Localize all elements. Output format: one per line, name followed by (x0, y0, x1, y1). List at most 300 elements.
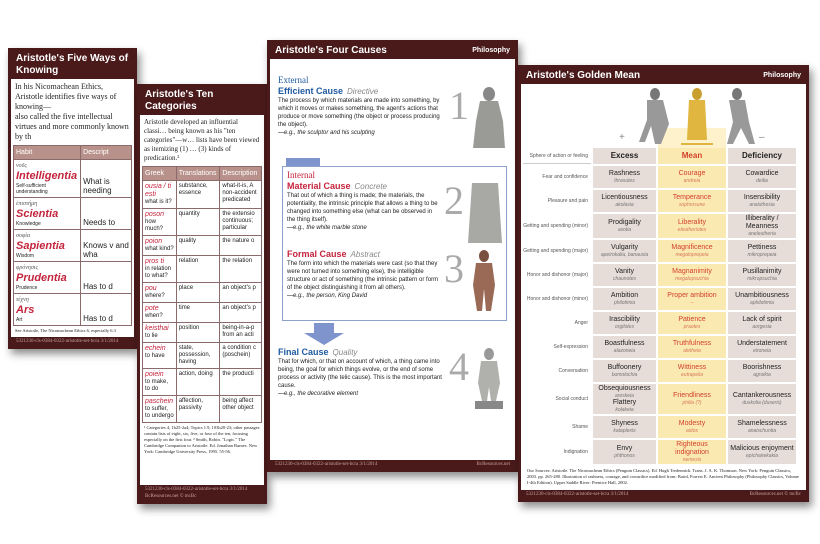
vice-name: Irascibility (609, 316, 640, 323)
excess-cell (593, 264, 656, 286)
cause-4 (278, 347, 445, 398)
mean-cell (658, 190, 726, 212)
greek-term: keisthai (145, 325, 169, 332)
mean-cell (658, 440, 726, 464)
greek-term: alazoneia (613, 348, 636, 354)
greek-term: poson (145, 211, 165, 218)
question: what kind? (145, 246, 174, 252)
virtue-name: Magnanimity (672, 268, 712, 275)
table-row (143, 209, 262, 236)
greek-term: aletheia (683, 348, 701, 354)
excess-cell (593, 384, 656, 414)
cause-section-1 (278, 83, 507, 150)
greek-term: agroikia (753, 372, 771, 378)
description-cell: the producti (220, 369, 262, 396)
footer-code: 5321230-cls-0384-0322-aristotle-set-bcra 3/1/2014 (526, 492, 629, 497)
greek-term: phthonos (614, 453, 635, 459)
description-cell: Knows v and wha (81, 230, 132, 262)
mean-cell (658, 416, 726, 438)
translation-cell: quantity (176, 209, 220, 236)
header-excess: Excess (593, 148, 656, 164)
cause-name: Efficient Cause (278, 86, 344, 96)
greek-term: asotia (617, 227, 632, 233)
excess-cell (593, 360, 656, 382)
table-row (143, 369, 262, 396)
greek-term: aorgesia (752, 324, 772, 330)
vice-name: Illiberality / Meanness (745, 215, 779, 230)
greek-cell (143, 283, 177, 303)
english-term: Knowledge (16, 221, 41, 227)
table-row (14, 230, 132, 262)
internal-box (282, 166, 507, 321)
excess-cell (593, 416, 656, 438)
sphere-label: Pleasure and pain (547, 198, 588, 204)
habit-cell (14, 230, 81, 262)
sphere-label: Honor and dishonor (major) (526, 272, 588, 278)
greek-term: bomolochia (611, 372, 638, 378)
greek-term: eironeia (753, 348, 771, 354)
vice-name: Vanity (615, 268, 634, 275)
five-ways-sheet (8, 48, 137, 349)
english-term: Prudence (16, 285, 38, 291)
mean-cell (658, 264, 726, 286)
virtue-name: Courage (678, 170, 706, 177)
question: when? (145, 313, 163, 319)
greek-term: sophrosune (678, 202, 706, 208)
mean-cell (658, 312, 726, 334)
greek-cell (143, 209, 177, 236)
four-causes-sheet (267, 40, 518, 472)
greek-term: τέχνη (16, 297, 29, 303)
greek-term: philia (?) (682, 400, 702, 406)
table-row (143, 283, 262, 303)
virtue-name: Truthfulness (672, 340, 712, 347)
golden-mean-sheet (518, 65, 809, 502)
vice-name: Licentiousness (601, 194, 648, 201)
sheet-title: Aristotle's Five Ways of Knowing (16, 53, 129, 76)
sphere-label: Indignation (563, 449, 588, 455)
illustration-area (521, 84, 806, 148)
virtue-name: Magnificence (671, 244, 713, 251)
sheet-header (521, 68, 806, 84)
cause-mode: Quality (332, 348, 358, 357)
habit-cell (14, 262, 81, 294)
excess-cell (593, 240, 656, 262)
sheet-footer (11, 337, 134, 346)
greek-term: anaisthesia (749, 202, 775, 208)
virtue-name: Patience (678, 316, 706, 323)
sphere-label: Honor and dishonor (minor) (526, 296, 588, 302)
header-description: Descript (81, 146, 132, 160)
sheet-footer (140, 485, 264, 501)
vice-name: Flattery (612, 399, 637, 406)
cause-name: Formal Cause (287, 249, 347, 259)
marble-block-image (466, 181, 502, 245)
virtue-name: Friendliness (673, 392, 711, 399)
table-row (143, 343, 262, 369)
english-term: Art (16, 317, 23, 323)
virtue-name: Wittiness (677, 364, 707, 371)
translation-cell: time (176, 303, 220, 323)
greek-cell (143, 369, 177, 396)
description-cell: the extensio continuous; particular (220, 209, 262, 236)
figures-illustration (637, 86, 757, 148)
latin-term: Scientia (16, 208, 59, 220)
mean-cell (658, 384, 726, 414)
vice-name: Buffoonery (607, 364, 642, 371)
question: where? (145, 293, 165, 299)
cause-example: —e.g., the white marble stone (287, 225, 367, 231)
translation-cell: substance, essence (176, 181, 220, 209)
cause-description: The process by which materials are made into something, by which it moves or makes something, the agent's actions that produce or move something (the object or process producing the object). (278, 98, 440, 128)
sphere-label: Self-expression (553, 344, 588, 350)
five-ways-table (13, 145, 132, 326)
statue-image (471, 86, 507, 150)
translation-cell: state, possession, having (176, 343, 220, 369)
greek-term: deilia (756, 178, 768, 184)
cause-2 (287, 181, 440, 232)
sphere-label: Shame (572, 424, 588, 430)
sphere-label: Getting and spending (major) (523, 248, 588, 254)
sheet-header (11, 51, 134, 79)
deficiency-cell (728, 360, 796, 382)
sheet-title: Aristotle's Golden Mean (526, 70, 641, 81)
cause-name: Material Cause (287, 181, 351, 191)
greek-term: ἐπιστήμη (16, 201, 38, 207)
greek-cell (143, 181, 177, 209)
question: to lie (145, 333, 158, 339)
cause-example: —e.g., the sculptor and his sculpting (278, 130, 375, 136)
cause-side (444, 178, 502, 245)
description-cell: being-in-a-p from an acti (220, 323, 262, 343)
latin-term: Prudentia (16, 272, 67, 284)
cause-example: —e.g., the decorative element (278, 391, 359, 397)
vice-name: Shamelessness (737, 420, 787, 427)
table-row (143, 396, 262, 423)
vice-name: Boorishness (742, 364, 782, 371)
table-row (14, 262, 132, 294)
cause-side (444, 246, 502, 313)
mean-cell (658, 336, 726, 358)
greek-cell (143, 256, 177, 283)
vice-name: Rashness (608, 170, 641, 177)
internal-label: Internal (287, 170, 315, 180)
vice-name: Obsequiousness (598, 385, 651, 392)
footer-brand: BcResources.net © mcBc (749, 492, 801, 497)
table-row (14, 294, 132, 326)
cause-number: 1 (449, 83, 469, 128)
virtue-name: Temperance (672, 194, 712, 201)
cause-description: That for which, or that on account of which, a thing came into being, the goal for which things evolve, or the end of some process or activity (the telic cause). This is the most important cause. (278, 359, 442, 389)
description-cell: being affect other object (220, 396, 262, 423)
greek-cell (143, 236, 177, 256)
table-row (143, 303, 262, 323)
header-description: Description (220, 167, 262, 181)
greek-term: pote (145, 305, 159, 312)
footer-code: 5321230-cls-0384-0322-aristotle-set-bcra 3/1/2014 (16, 339, 119, 344)
vice-name: Cantankerousness (732, 392, 792, 399)
greek-term: duskolia (duseris) (742, 400, 782, 406)
greek-term: chaunotes (612, 276, 637, 282)
intro-line: In his Nicomachean Ethics, Aristotle identifies five ways of knowing— (15, 82, 117, 111)
vice-name: Vulgarity (611, 244, 638, 251)
intro-text (11, 79, 134, 145)
vice-name: Shyness (611, 420, 638, 427)
greek-term: σοφία (16, 233, 31, 239)
greek-term: mikroprepeia (747, 252, 777, 258)
vice-name: Ambition (610, 292, 639, 299)
external-label: External (278, 75, 309, 85)
mean-cell (658, 214, 726, 238)
english-term: Wisdom (16, 253, 35, 259)
table-row (143, 323, 262, 343)
greek-term: kolakeia (615, 407, 634, 413)
plus-sign: + (619, 132, 625, 143)
excess-cell (593, 336, 656, 358)
greek-term: anaischuntia (747, 428, 777, 434)
greek-cell (143, 323, 177, 343)
question: to make, to do (145, 379, 169, 392)
greek-term: megaloprepeia (675, 252, 709, 258)
sheet-category: Philosophy (472, 47, 510, 54)
header-mean: Mean (658, 148, 726, 164)
description-cell: Has to d (81, 294, 132, 326)
cause-side (449, 83, 507, 150)
greek-term: philotimia (613, 300, 636, 306)
intro-text: Aristotle developed an influential classi… being known as his "ten categories"—w… lists have been viewed as itemizing (1) … (3) kinds of predication.² (144, 118, 260, 162)
description-cell: Has to d (81, 262, 132, 294)
question: to have (145, 353, 165, 359)
table-row (14, 160, 132, 198)
internal-tab (286, 158, 320, 166)
vice-name: Pusillanimity (742, 268, 782, 275)
header-translations: Translations (176, 167, 220, 181)
greek-term: aidos (686, 428, 698, 434)
translation-cell: action, doing (176, 369, 220, 396)
deficiency-cell (728, 240, 796, 262)
footer-code: 5321230-cls-0384-0322-aristotle-set-bcra 3/1/2014 (145, 487, 248, 492)
deficiency-cell (728, 288, 796, 310)
question: to suffer, to undergo (145, 406, 174, 419)
cause-side (449, 344, 507, 411)
cause-mode: Concrete (354, 182, 387, 191)
greek-term: megalopsuchia (675, 276, 709, 282)
habit-cell (14, 198, 81, 230)
sources-citation: Our Sources: Aristotle. The Nicomachean Ethics (Penguin Classics). Ed. Hugh Tredennick. Trans. J. A. K. Thomson. New York: Penguin Classics, 2003. pp. 265-280. Illustration of rashness, courage, and cowardice modified from: Baird, Forrest E. Ancient Philosophy (Philosophy Classics, Volume I-4th Edition). Upper Saddle River: Prentice Hall, 2002. (527, 468, 800, 485)
footer-brand: BcResources.net (476, 462, 510, 467)
sheet-title: Aristotle's Four Causes (275, 45, 387, 56)
vice-name: Unambitiousness (735, 292, 789, 299)
mean-cell (658, 288, 726, 310)
vice-name: Pettiness (747, 244, 777, 251)
cause-description: The form into which the materials were cast (so that they were not turned into something else), the intelligible structure or act of something (the intrinsic pattern or form of the object distinguishing it from all others). (287, 261, 439, 291)
cause-number: 4 (449, 344, 469, 389)
sheet-header (140, 87, 264, 115)
greek-term: mikropsuchia (747, 276, 777, 282)
question: what is it? (145, 199, 172, 205)
sphere-label: Getting and spending (minor) (523, 223, 588, 229)
latin-term: Intelligentia (16, 170, 78, 182)
virtue-name: Liberality (677, 219, 706, 226)
question: how much? (145, 219, 164, 232)
greek-term: aphilotimia (750, 300, 774, 306)
statue-image (466, 249, 502, 313)
ten-categories-sheet (137, 84, 267, 504)
greek-term: eutrapelia (681, 372, 703, 378)
vice-name: Understatement (737, 340, 787, 347)
vice-name: Lack of spirit (742, 316, 782, 323)
mean-cell (658, 240, 726, 262)
vice-name: Insensibility (743, 194, 781, 201)
cause-mode: Directive (347, 87, 379, 96)
greek-term: νοῦς (16, 163, 27, 169)
greek-term: andreia (683, 178, 701, 184)
greek-term: pros ti (145, 258, 165, 265)
cause-mode: Abstract (350, 250, 380, 259)
table-row (143, 181, 262, 209)
footnote: ¹ Categories 4, 1b25-2a4; Topics 1.9, 103b20-23; other passages contain lists of eight, six, five, or four of the ten, focusing especially on the first four. ² Smith, Robin. "Logic." The Cambridge Companion to Aristotle. Ed. Jonathan Barnes. New York: Cambridge University Press, 1995. 55-56. (144, 425, 260, 454)
table-row (14, 198, 132, 230)
sheet-title: Aristotle's Ten Categories (145, 89, 214, 112)
sphere-label: Fear and confidence (542, 174, 588, 180)
greek-term: areskeia (615, 393, 634, 399)
greek-cell (143, 303, 177, 323)
cause-title (278, 86, 445, 97)
excess-cell (593, 166, 656, 188)
sheet-footer (521, 490, 806, 499)
description-cell: what-it-is, A non-accident predicated (220, 181, 262, 209)
latin-term: Ars (16, 304, 35, 316)
cause-number: 3 (444, 246, 464, 291)
golden-mean-table (521, 148, 806, 464)
deficiency-cell (728, 190, 796, 212)
description-cell: Needs to (81, 198, 132, 230)
greek-term: epichairekakia (746, 453, 778, 459)
excess-cell (593, 288, 656, 310)
deficiency-cell (728, 416, 796, 438)
deficiency-cell (728, 384, 796, 414)
virtue-name: Modesty (678, 420, 706, 427)
greek-term: praotes (683, 324, 701, 330)
greek-term: kataplexis (613, 428, 636, 434)
excess-cell (593, 312, 656, 334)
mean-cell (658, 166, 726, 188)
sheet-header (270, 43, 515, 59)
table-row (143, 256, 262, 283)
cause-name: Final Cause (278, 347, 329, 357)
greek-term: pou (145, 285, 157, 292)
vice-name: Prodigality (608, 219, 641, 226)
translation-cell: affection, passivity (176, 396, 220, 423)
table-row (143, 236, 262, 256)
description-cell: the relation (220, 256, 262, 283)
vice-name: Boastfulness (604, 340, 645, 347)
cause-example: —e.g., the person, King David (287, 293, 368, 299)
intro-line: also called the five intellectual virtues and more commonly known by th (15, 112, 129, 141)
cause-3 (287, 249, 440, 300)
description-cell: an object's p (220, 303, 262, 323)
cause-section-2 (287, 178, 502, 245)
cause-title (287, 249, 440, 260)
sphere-label: Conversation (558, 368, 588, 374)
greek-term: – (690, 300, 694, 306)
cause-section-3 (287, 246, 502, 313)
translation-cell: quality (176, 236, 220, 256)
mean-cell (658, 360, 726, 382)
habit-cell (14, 160, 81, 198)
sphere-label: Anger (574, 320, 588, 326)
translation-cell: relation (176, 256, 220, 283)
habit-cell (14, 294, 81, 326)
english-term: Self-sufficient understanding (16, 183, 48, 195)
vice-name: Envy (616, 445, 633, 452)
greek-term: eleutheriotes (677, 227, 707, 233)
deficiency-cell (728, 336, 796, 358)
cause-1 (278, 86, 445, 137)
virtue-name: Proper ambition (667, 292, 717, 299)
note: See Aristotle, The Nicomachean Ethics 6, especially 6.3 (15, 328, 116, 333)
translation-cell: position (176, 323, 220, 343)
excess-cell (593, 440, 656, 464)
greek-term: poion (145, 238, 163, 245)
greek-term: akolasia (615, 202, 634, 208)
virtue-name: Righteous indignation (675, 441, 709, 456)
greek-term: ousia / ti esti (145, 183, 172, 198)
header-greek: Greek (143, 167, 177, 181)
vice-name: Malicious enjoyment (730, 445, 794, 452)
greek-term: echein (145, 345, 166, 352)
deficiency-cell (728, 312, 796, 334)
description-cell: an object's p (220, 283, 262, 303)
cause-section-4 (278, 344, 507, 411)
excess-cell (593, 190, 656, 212)
greek-term: paschein (145, 398, 174, 405)
description-cell: a condition c (poschein) (220, 343, 262, 369)
header-habit: Habit (14, 146, 81, 160)
excess-cell (593, 214, 656, 238)
cause-number: 2 (444, 178, 464, 223)
description-cell: the nature o (220, 236, 262, 256)
greek-term: thrasutes (614, 178, 635, 184)
sphere-label: Social conduct (555, 396, 588, 402)
deficiency-cell (728, 264, 796, 286)
footer-brand: BcResources.net © mcBc (145, 494, 197, 499)
footer-code: 5321230-cls-0384-0322-aristotle-set-bcra 3/1/2014 (275, 462, 378, 467)
minus-sign: – (759, 132, 765, 143)
statue-image (471, 347, 507, 411)
description-cell: What is needing (81, 160, 132, 198)
greek-term: poiein (145, 371, 164, 378)
greek-term: nemesis (682, 457, 702, 463)
sheet-category: Philosophy (763, 72, 801, 79)
question: in relation to what? (145, 266, 172, 279)
cause-title (278, 347, 445, 358)
greek-term: aneleutheria (748, 231, 776, 237)
deficiency-cell (728, 440, 796, 464)
deficiency-cell (728, 214, 796, 238)
header-deficiency: Deficiency (728, 148, 796, 164)
greek-term: φρόνησις (16, 265, 38, 271)
greek-term: apeirokalia, banausia (600, 252, 649, 258)
cause-title (287, 181, 440, 192)
latin-term: Sapientia (16, 240, 65, 252)
greek-term: orgilotes (615, 324, 634, 330)
arrow-down-icon (304, 323, 344, 345)
greek-cell (143, 396, 177, 423)
deficiency-cell (728, 166, 796, 188)
sheet-footer (270, 460, 515, 469)
categories-table (142, 166, 262, 423)
